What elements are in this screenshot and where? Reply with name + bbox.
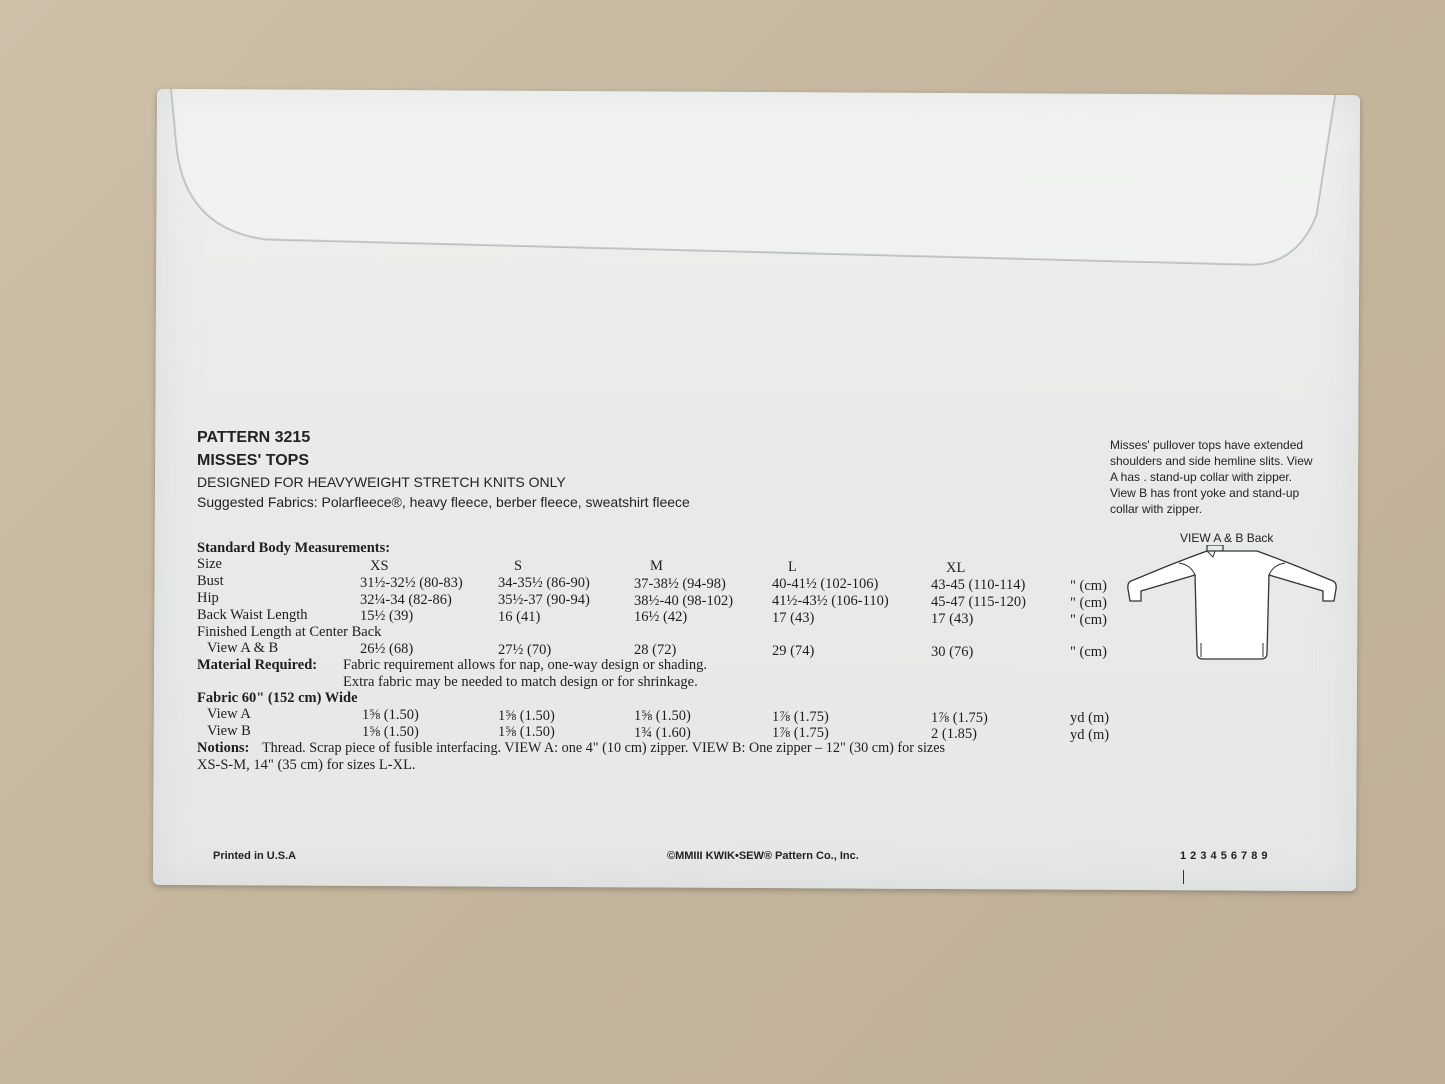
row-label-bust: Bust <box>197 573 224 589</box>
finished-m: 28 (72) <box>634 642 677 658</box>
backwaist-s: 16 (41) <box>498 609 541 625</box>
hip-s: 35½-37 (90-94) <box>498 592 590 608</box>
notions-line1: Thread. Scrap piece of fusible interfacing. VIEW A: one 4" (10 cm) zipper. VIEW B: One zipper – 12" (30 cm) for sizes <box>262 740 946 756</box>
size-xs: XS <box>370 558 389 574</box>
copyright: ©MMIII KWIK•SEW® Pattern Co., Inc. <box>667 850 859 862</box>
size-s: S <box>514 558 523 574</box>
finished-l: 29 (74) <box>772 643 815 659</box>
size-m: M <box>650 558 663 574</box>
print-run-numbers: 1 2 3 4 5 6 7 8 9 <box>1180 850 1269 862</box>
size-xl: XL <box>946 560 966 576</box>
fabric-b-s: 1⅝ (1.50) <box>498 724 555 740</box>
pattern-number: PATTERN 3215 <box>197 429 311 446</box>
measurements-heading: Standard Body Measurements: <box>197 540 391 556</box>
material-label: Material Required: <box>197 657 318 673</box>
row-label-view-ab: View A & B <box>207 640 279 656</box>
garment-description: Misses' pullover tops have extended shoulders and side hemline slits. View A has . stand-up collar with zipper. View B has front yoke and stand-up collar with zipper. <box>1110 438 1313 516</box>
fabric-b-xl: 2 (1.85) <box>931 726 977 742</box>
bust-xs: 31½-32½ (80-83) <box>360 575 463 591</box>
tick-mark <box>1183 870 1184 884</box>
row-label-back-waist: Back Waist Length <box>197 607 308 623</box>
material-line2: Extra fabric may be needed to match design or for shrinkage. <box>343 674 698 690</box>
finished-xl: 30 (76) <box>931 644 974 660</box>
row-label-hip: Hip <box>197 590 219 606</box>
bust-unit: " (cm) <box>1070 578 1107 594</box>
size-l: L <box>788 559 797 575</box>
fabric-heading: Fabric 60" (152 cm) Wide <box>197 690 358 706</box>
fabric-a-l: 1⅞ (1.75) <box>772 709 829 725</box>
hip-xs: 32¼-34 (82-86) <box>360 592 452 608</box>
fabric-a-xs: 1⅝ (1.50) <box>362 707 419 723</box>
bust-xl: 43-45 (110-114) <box>931 577 1026 593</box>
backwaist-m: 16½ (42) <box>634 609 688 625</box>
hip-unit: " (cm) <box>1070 595 1107 611</box>
finished-unit: " (cm) <box>1070 644 1107 660</box>
backwaist-l: 17 (43) <box>772 610 815 626</box>
backwaist-unit: " (cm) <box>1070 612 1107 628</box>
size-label: Size <box>197 556 222 572</box>
fabric-b-l: 1⅞ (1.75) <box>772 725 829 741</box>
envelope-flap-outline <box>156 89 1361 395</box>
row-label-view-b: View B <box>207 723 251 739</box>
hip-xl: 45-47 (115-120) <box>931 594 1026 610</box>
fabric-b-unit: yd (m) <box>1070 727 1110 743</box>
bust-m: 37-38½ (94-98) <box>634 576 726 592</box>
illustration-label: VIEW A & B Back <box>1180 531 1274 545</box>
printed-in: Printed in U.S.A <box>213 850 297 862</box>
fabric-b-m: 1¾ (1.60) <box>634 725 691 741</box>
fabric-a-s: 1⅝ (1.50) <box>498 708 555 724</box>
fabric-b-xs: 1⅝ (1.50) <box>362 724 419 740</box>
hip-m: 38½-40 (98-102) <box>634 593 734 609</box>
finished-xs: 26½ (68) <box>360 641 414 657</box>
suggested-fabrics: Suggested Fabrics: Polarfleece®, heavy fleece, berber fleece, sweatshirt fleece <box>197 494 690 510</box>
hip-l: 41½-43½ (106-110) <box>772 593 889 609</box>
backwaist-xs: 15½ (39) <box>360 608 414 624</box>
notions-label: Notions: <box>197 740 250 756</box>
pattern-title: MISSES' TOPS <box>197 452 309 469</box>
backwaist-xl: 17 (43) <box>931 611 974 627</box>
fabric-a-unit: yd (m) <box>1070 710 1110 726</box>
bust-s: 34-35½ (86-90) <box>498 575 590 591</box>
top-back-illustration <box>1125 545 1340 665</box>
finished-length-label: Finished Length at Center Back <box>197 624 382 640</box>
notions-line2: XS-S-M, 14" (35 cm) for sizes L-XL. <box>197 757 416 773</box>
designed-note: DESIGNED FOR HEAVYWEIGHT STRETCH KNITS ONLY <box>197 474 566 490</box>
finished-s: 27½ (70) <box>498 642 552 658</box>
bust-l: 40-41½ (102-106) <box>772 576 879 592</box>
row-label-view-a: View A <box>207 706 251 722</box>
fabric-a-m: 1⅝ (1.50) <box>634 708 691 724</box>
material-line1: Fabric requirement allows for nap, one-way design or shading. <box>343 657 708 673</box>
fabric-a-xl: 1⅞ (1.75) <box>931 710 988 726</box>
